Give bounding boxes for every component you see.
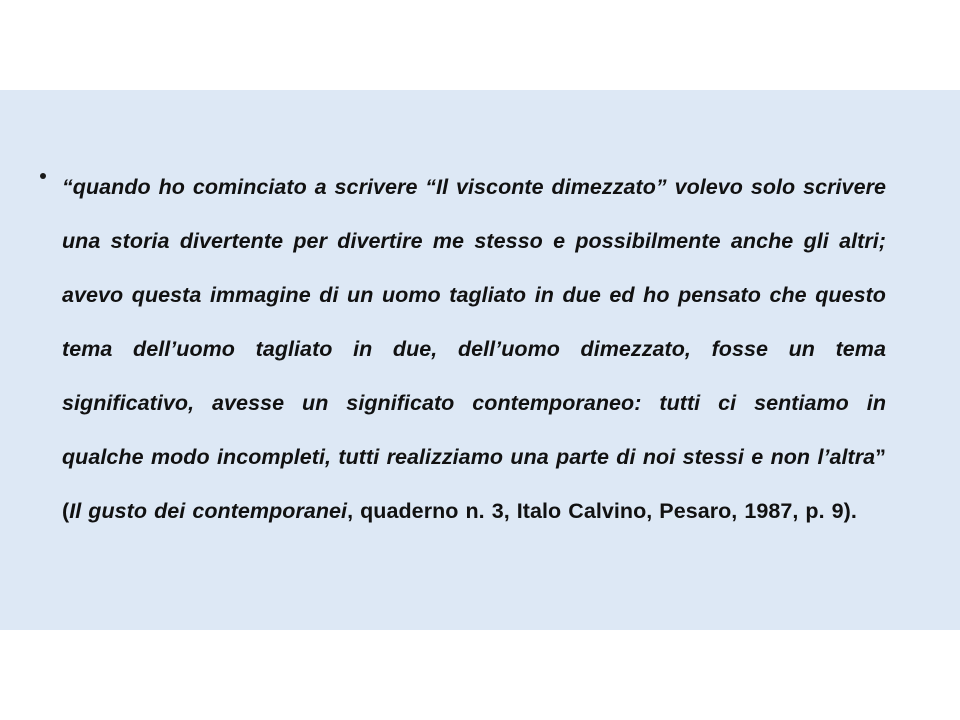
source-citation: , quaderno n. 3, Italo Calvino, Pesaro, 1987, p. 9). <box>347 499 857 523</box>
calvino-quote <box>62 160 886 538</box>
bullet-dot-icon <box>40 173 46 179</box>
quote-closing-mark: ” ( <box>62 445 886 523</box>
quote-italic-text: “quando ho cominciato a scrivere “Il visconte dimezzato” volevo solo scrivere una storia divertente per divertire me stesso e possibilmente anche gli altri; avevo questa immagine di un uomo tagliato in due ed ho pensato che questo tema dell’uomo tagliato in due, dell’uomo dimezzato, fosse un tema significativo, avesse un significato contemporaneo: tutti ci sentiamo in qualche modo incompleti, tutti realizziamo una parte di noi stessi e non l’altra <box>62 175 886 469</box>
source-title: Il gusto dei contemporanei <box>69 499 348 523</box>
